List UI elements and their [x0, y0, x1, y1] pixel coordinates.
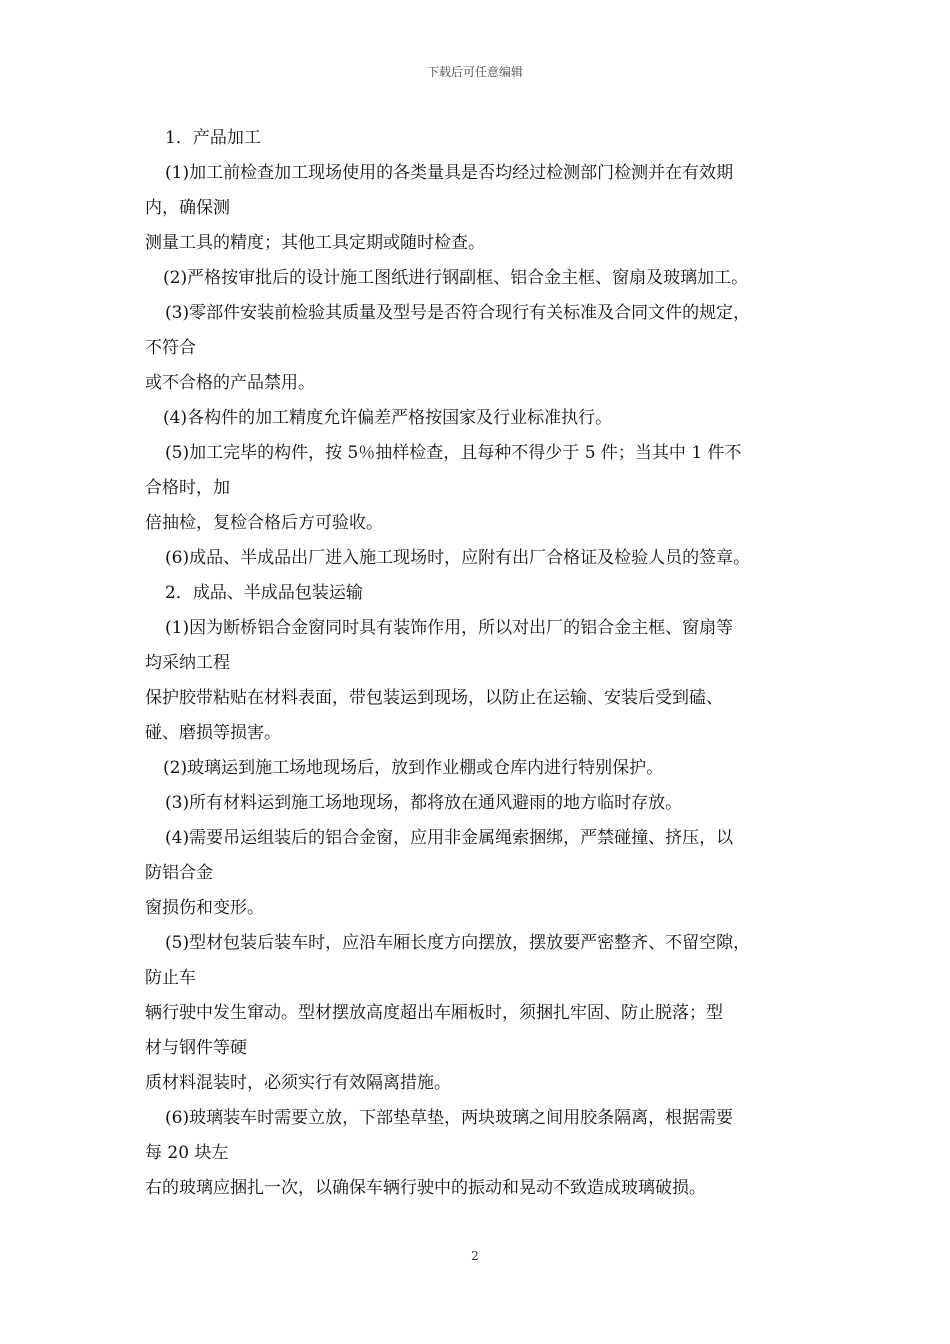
section-heading: 1．产品加工 [165, 128, 261, 148]
paragraph-line: (2)玻璃运到施工场地现场后，放到作业棚或仓库内进行特别保护。 [163, 758, 664, 778]
paragraph-line: (6)成品、半成品出厂进入施工现场时，应附有出厂合格证及检验人员的签章。 [165, 548, 751, 568]
paragraph-line: 均采纳工程 [145, 653, 230, 673]
paragraph-line: 每 20 块左 [145, 1143, 229, 1163]
paragraph-line: (5)型材包装后装车时，应沿车厢长度方向摆放，摆放要严密整齐、不留空隙， [165, 933, 751, 953]
paragraph-line: 碰、磨损等损害。 [145, 723, 281, 743]
paragraph-line: 防止车 [145, 968, 196, 988]
page-number: 2 [471, 1249, 479, 1263]
paragraph-line: 不符合 [145, 338, 196, 358]
paragraph-line: (5)加工完毕的构件，按 5％抽样检查，且每种不得少于 5 件；当其中 1 件不 [165, 443, 742, 463]
paragraph-line: (1)因为断桥铝合金窗同时具有装饰作用，所以对出厂的铝合金主框、窗扇等 [165, 618, 734, 638]
paragraph-line: 内，确保测 [145, 198, 230, 218]
paragraph-line: 质材料混装时，必须实行有效隔离措施。 [145, 1073, 451, 1093]
paragraph-line: (2)严格按审批后的设计施工图纸进行钢副框、铝合金主框、窗扇及玻璃加工。 [163, 268, 749, 288]
paragraph-line: 材与钢件等硬 [145, 1038, 247, 1058]
document-body [145, 121, 825, 1206]
paragraph-line: 防铝合金 [145, 863, 213, 883]
paragraph-line: 合格时，加 [145, 478, 230, 498]
paragraph-line: 窗损伤和变形。 [145, 898, 264, 918]
paragraph-line: (4)各构件的加工精度允许偏差严格按国家及行业标准执行。 [163, 408, 613, 428]
paragraph-line: 或不合格的产品禁用。 [145, 373, 315, 393]
paragraph-line: (3)所有材料运到施工场地现场，都将放在通风避雨的地方临时存放。 [165, 793, 683, 813]
paragraph-line: 测量工具的精度；其他工具定期或随时检查。 [145, 233, 485, 253]
paragraph-line: 右的玻璃应捆扎一次，以确保车辆行驶中的振动和晃动不致造成玻璃破损。 [145, 1178, 706, 1198]
paragraph-line: (4)需要吊运组装后的铝合金窗，应用非金属绳索捆绑，严禁碰撞、挤压，以 [165, 828, 734, 848]
paragraph-line: 辆行驶中发生窜动。型材摆放高度超出车厢板时，须捆扎牢固、防止脱落；型 [145, 1003, 723, 1023]
paragraph-line: 保护胶带粘贴在材料表面，带包装运到现场，以防止在运输、安装后受到磕、 [145, 688, 723, 708]
section-heading: 2．成品、半成品包装运输 [165, 583, 363, 603]
paragraph-line: 倍抽检，复检合格后方可验收。 [145, 513, 383, 533]
page-header: 下载后可任意编辑 [426, 65, 523, 79]
paragraph-line: (1)加工前检查加工现场使用的各类量具是否均经过检测部门检测并在有效期 [165, 163, 734, 183]
paragraph-line: (3)零部件安装前检验其质量及型号是否符合现行有关标准及合同文件的规定， [165, 303, 751, 323]
paragraph-line: (6)玻璃装车时需要立放，下部垫草垫，两块玻璃之间用胶条隔离，根据需要 [165, 1108, 734, 1128]
